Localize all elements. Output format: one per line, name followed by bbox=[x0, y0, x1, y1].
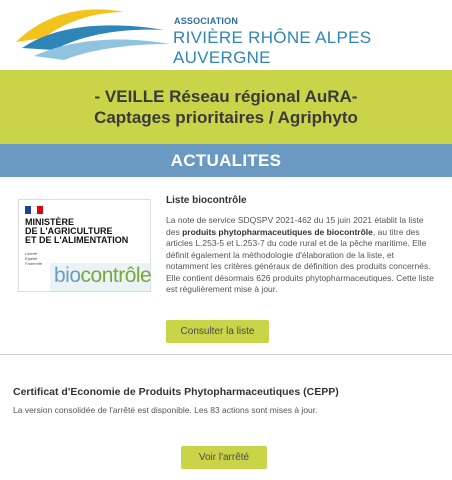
ministere-text: MINISTÈRE DE L'AGRICULTURE ET DE L'ALIMENTATION bbox=[25, 217, 129, 245]
biocontrole-logo-image[interactable] bbox=[18, 199, 151, 292]
article-title: Liste biocontrôle bbox=[166, 195, 247, 206]
consulter-liste-button[interactable]: Consulter la liste bbox=[166, 320, 269, 343]
voir-arrete-button[interactable]: Voir l'arrêté bbox=[181, 446, 267, 469]
french-flag-icon bbox=[25, 206, 43, 214]
biocontrole-wordmark: biocontrôle bbox=[50, 263, 150, 291]
article-body: La note de service SDQSPV 2021-462 du 15 juin 2021 établit la liste des produits phytopharmaceutiques de biocontrôle, au titre des articles L.253-5 et L.253-7 du code rural et de la pêche maritime. Elle définit également la méthodologie d'élaboration de la liste, et notamment les critères généraux de définition des produits concernés. Elle contient désormais 626 produits phytopharmaceutiques. Cette liste est régulièrement mise à jour. bbox=[166, 215, 434, 294]
banner-title-line1: - VEILLE Réseau régional AuRA- bbox=[94, 87, 358, 106]
association-name: RIVIÈRE RHÔNE ALPES AUVERGNE bbox=[173, 28, 372, 67]
newsletter-header bbox=[0, 0, 452, 70]
association-label: ASSOCIATION bbox=[174, 16, 239, 26]
article-biocontrole bbox=[0, 177, 452, 355]
article-cepp bbox=[0, 356, 452, 480]
devise-text: Liberté Égalité Fraternité bbox=[25, 251, 43, 266]
article-title: Certificat d'Economie de Produits Phytopharmaceutiques (CEPP) bbox=[13, 386, 339, 398]
newsletter-banner bbox=[0, 70, 452, 144]
article-body: La version consolidée de l'arrêté est disponible. Les 83 actions sont mises à jour. bbox=[13, 405, 318, 415]
association-logo-waves bbox=[14, 4, 174, 64]
banner-title-line2: Captages prioritaires / Agriphyto bbox=[94, 108, 358, 127]
section-header bbox=[0, 144, 452, 177]
section-title: ACTUALITES bbox=[170, 151, 282, 170]
